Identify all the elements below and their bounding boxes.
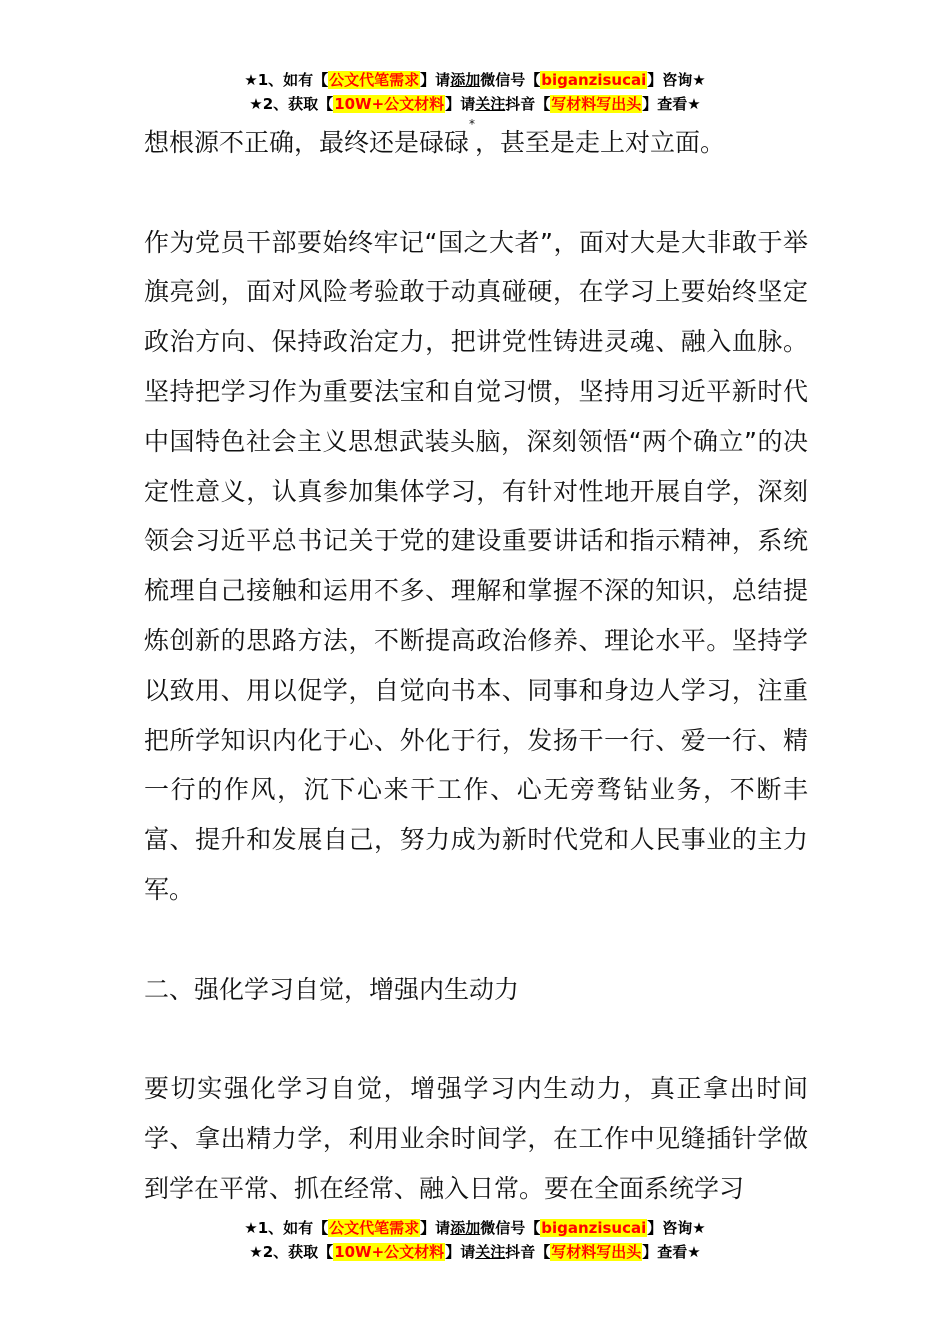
promo-text: ★2、获取【: [249, 95, 334, 113]
promo-line-2: [0, 1240, 950, 1264]
promo-text: 微信号【: [480, 1219, 541, 1237]
paragraph: 作为党员干部要始终牢记“国之大者”，面对大是大非敢于举旗亮剑，面对风险考验敢于动真碰硬，在学习上要始终坚定政治方向、保持政治定力，把讲党性铸进灵魂、融入血脉。坚持把学习作为重要法宝和自觉习惯，坚持用习近平新时代中国特色社会主义思想武装头脑，深刻领悟“两个确立”的决定性意义，认真参加集体学习，有针对性地开展自学，深刻领会习近平总书记关于党的建设重要讲话和指示精神，系统梳理自己接触和运用不多、理解和掌握不深的知识，总结提炼创新的思路方法，不断提高政治修养、理论水平。坚持学以致用、用以促学，自觉向书本、同事和身边人学习，注重把所学知识内化于心、外化于行，发扬干一行、爱一行、精一行的作风，沉下心来干工作、心无旁骛钻业务，不断丰富、提升和发展自己，努力成为新时代党和人民事业的主力军。: [144, 227, 808, 904]
promo-banner-bottom: [0, 1216, 950, 1264]
promo-text: 】请: [445, 1243, 476, 1261]
paragraph-gap: [144, 1014, 808, 1064]
promo-highlight: 公文代笔需求: [329, 1219, 420, 1237]
promo-text: 微信号【: [480, 71, 541, 89]
promo-text: 】咨询★: [647, 71, 706, 89]
promo-wechat-id: biganzisucai: [541, 71, 647, 89]
promo-highlight: 公文代笔需求: [329, 71, 420, 89]
promo-wechat-id: biganzisucai: [541, 1219, 647, 1237]
paragraph-continued: [144, 118, 808, 168]
promo-text: 】咨询★: [647, 1219, 706, 1237]
promo-text: ★1、如有【: [244, 1219, 329, 1237]
promo-douyin-id: 写材料写出头: [551, 95, 642, 113]
promo-underlined: 关注: [475, 1243, 506, 1261]
promo-line-1: [0, 1216, 950, 1240]
promo-text: 】查看★: [642, 1243, 701, 1261]
promo-banner-top: [0, 68, 950, 116]
promo-text: ★2、获取【: [249, 1243, 334, 1261]
promo-text: 】请: [420, 1219, 451, 1237]
promo-line-1: [0, 68, 950, 92]
promo-text: 】请: [445, 95, 476, 113]
promo-underlined: 添加: [450, 1219, 481, 1237]
paragraph-text: ，甚至是走上对立面。: [475, 128, 726, 157]
paragraph-gap: [144, 915, 808, 965]
paragraph-text: 想根源不正确，最终还是碌碌: [144, 128, 470, 157]
promo-text: 抖音【: [505, 1243, 551, 1261]
promo-underlined: 关注: [475, 95, 506, 113]
promo-highlight: 10W+公文材料: [334, 95, 445, 113]
promo-highlight: 10W+公文材料: [334, 1243, 445, 1261]
promo-underlined: 添加: [450, 71, 481, 89]
promo-line-2: [0, 92, 950, 116]
footnote-marker: *: [469, 117, 476, 131]
paragraph: 要切实强化学习自觉，增强学习内生动力，真正拿出时间学、拿出精力学，利用业余时间学，在工作中见缝插针学做到学在平常、抓在经常、融入日常。要在全面系统学习: [144, 1074, 808, 1203]
section-heading: 二、强化学习自觉，增强内生动力: [144, 974, 520, 1004]
promo-douyin-id: 写材料写出头: [551, 1243, 642, 1261]
paragraph-gap: [144, 168, 808, 218]
promo-text: 】请: [420, 71, 451, 89]
promo-text: 抖音【: [505, 95, 551, 113]
promo-text: 】查看★: [642, 95, 701, 113]
promo-text: ★1、如有【: [244, 71, 329, 89]
document-body: [144, 118, 808, 1214]
